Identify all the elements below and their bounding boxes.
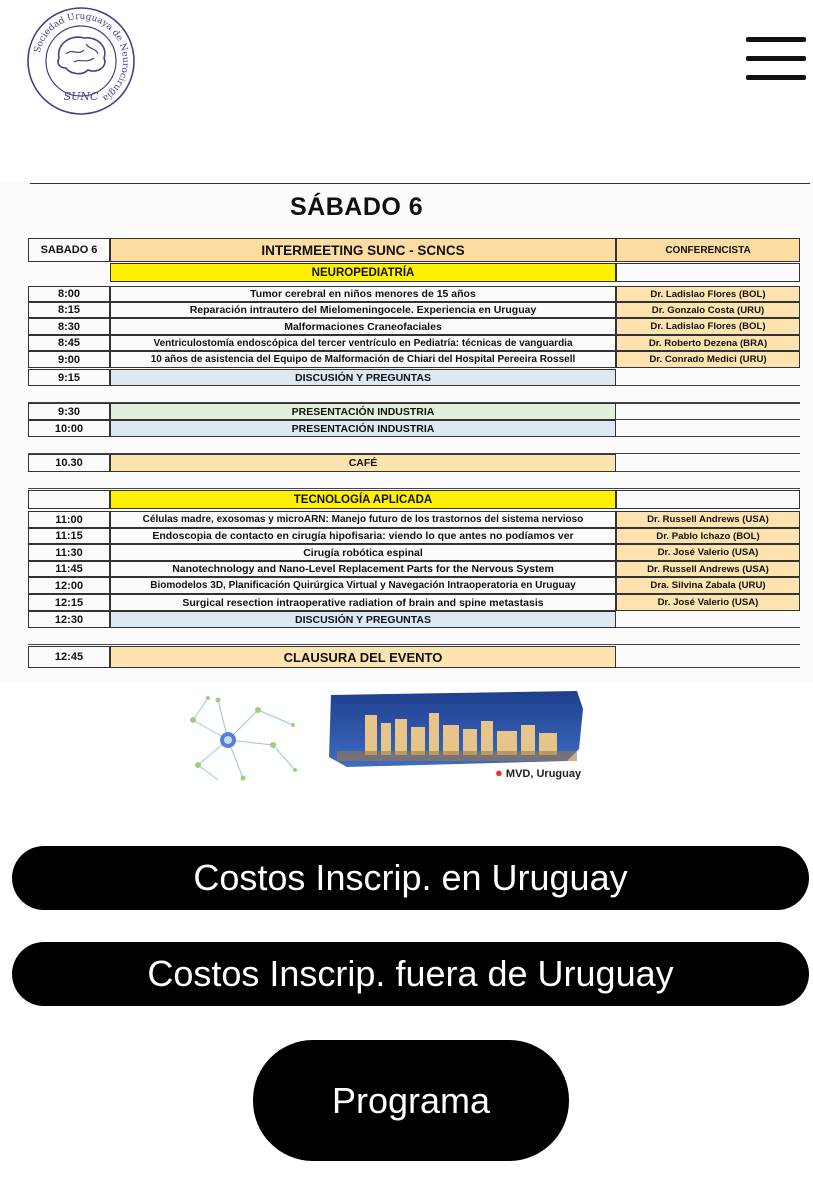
table-row	[28, 594, 800, 611]
row-speaker: Dr. Russell Andrews (USA)	[616, 511, 800, 528]
row-speaker: Dr. Ladislao Flores (BOL)	[616, 286, 800, 302]
table-row	[28, 511, 800, 528]
header-event: INTERMEETING SUNC - SCNCS	[110, 238, 616, 262]
row-speaker: Dra. Silvina Zabala (URU)	[616, 577, 800, 594]
table-row	[28, 351, 800, 368]
row-speaker: Dr. Gonzalo Costa (URU)	[616, 302, 800, 318]
row-title: DISCUSIÓN Y PREGUNTAS	[110, 369, 616, 386]
table-row	[28, 611, 800, 628]
row-time: 9:30	[28, 403, 110, 420]
section-neuropediatria-row	[28, 263, 800, 282]
schedule-header-row	[28, 238, 800, 262]
row-time: 8:30	[28, 318, 110, 335]
row-time: 8:00	[28, 286, 110, 302]
row-title: PRESENTACIÓN INDUSTRIA	[110, 420, 616, 437]
map-pin-icon: ●	[495, 765, 503, 780]
row-title: Cirugía robótica espinal	[110, 544, 616, 561]
section-tecnologia-row	[28, 490, 800, 509]
row-title: Células madre, exosomas y microARN: Manejo futuro de los trastornos del sistema nervioso	[110, 511, 616, 528]
hamburger-menu-icon[interactable]	[746, 34, 806, 84]
row-title: Surgical resection intraoperative radiation of brain and spine metastasis	[110, 594, 616, 611]
row-title: CAFÉ	[110, 454, 616, 472]
row-title: Nanotechnology and Nano-Level Replacement Parts for the Nervous System	[110, 561, 616, 577]
table-row	[28, 454, 800, 472]
table-row	[28, 646, 800, 668]
row-speaker: Dr. Russell Andrews (USA)	[616, 561, 800, 577]
location-text: MVD, Uruguay	[505, 768, 582, 780]
row-time: 11:00	[28, 511, 110, 528]
row-speaker: Dr. Roberto Dezena (BRA)	[616, 335, 800, 351]
row-title: Endoscopia de contacto en cirugía hipofisaria: viendo lo que antes no podíamos ver	[110, 528, 616, 544]
table-row	[28, 544, 800, 561]
row-time: 12:30	[28, 611, 110, 628]
section-tecnologia: TECNOLOGÍA APLICADA	[110, 490, 616, 509]
costs-abroad-button[interactable]: Costos Inscrip. fuera de Uruguay	[12, 942, 809, 1006]
table-row	[28, 318, 800, 335]
table-row	[28, 528, 800, 544]
location-label	[495, 765, 581, 780]
header-speaker: CONFERENCISTA	[616, 238, 800, 262]
row-time: 8:45	[28, 335, 110, 351]
neuron-network-illustration	[183, 690, 303, 785]
row-time: 12:15	[28, 594, 110, 611]
row-title: Malformaciones Craneofaciales	[110, 318, 616, 335]
row-time: 10.30	[28, 454, 110, 472]
schedule-image	[0, 183, 813, 683]
row-time: 9:00	[28, 351, 110, 368]
section-neuropediatria: NEUROPEDIATRÍA	[110, 263, 616, 282]
row-speaker: Dr. Conrado Medici (URU)	[616, 351, 800, 368]
row-time: 10:00	[28, 420, 110, 437]
row-title: CLAUSURA DEL EVENTO	[110, 646, 616, 668]
header-day: SABADO 6	[28, 238, 110, 262]
costs-uruguay-button[interactable]: Costos Inscrip. en Uruguay	[12, 846, 809, 910]
row-speaker: Dr. José Valerio (USA)	[616, 544, 800, 561]
table-row	[28, 561, 800, 577]
program-button[interactable]: Programa	[253, 1040, 569, 1161]
row-title: Biomodelos 3D, Planificación Quirúrgica Virtual y Navegación Intraoperatoria en Uruguay	[110, 577, 616, 594]
row-time: 11:30	[28, 544, 110, 561]
row-speaker: Dr. José Valerio (USA)	[616, 594, 800, 611]
sunc-logo[interactable]	[26, 6, 136, 116]
row-time: 11:45	[28, 561, 110, 577]
table-row	[28, 420, 800, 437]
table-row	[28, 335, 800, 351]
schedule-day-title: SÁBADO 6	[290, 193, 424, 221]
row-title: PRESENTACIÓN INDUSTRIA	[110, 403, 616, 420]
row-speaker: Dr. Ladislao Flores (BOL)	[616, 318, 800, 335]
row-title: Reparación intrautero del Mielomeningocele. Experiencia en Uruguay	[110, 302, 616, 318]
row-title: Ventriculostomía endoscópica del tercer ventrículo en Pediatría: técnicas de vanguardia	[110, 335, 616, 351]
row-time: 12:00	[28, 577, 110, 594]
row-title: Tumor cerebral en niños menores de 15 años	[110, 286, 616, 302]
row-time: 12:45	[28, 646, 110, 668]
table-row	[28, 302, 800, 318]
row-time: 9:15	[28, 369, 110, 386]
logo-acronym: SUNC	[63, 90, 99, 103]
row-speaker: Dr. Pablo Ichazo (BOL)	[616, 528, 800, 544]
table-row	[28, 403, 800, 420]
row-time: 8:15	[28, 302, 110, 318]
row-title: DISCUSIÓN Y PREGUNTAS	[110, 611, 616, 628]
row-title: 10 años de asistencia del Equipo de Malformación de Chiari del Hospital Pereeira Rossell	[110, 351, 616, 368]
logo-ring-text: Sociedad Uruguaya de Neurocirugía	[32, 11, 131, 104]
row-time: 11:15	[28, 528, 110, 544]
table-row	[28, 577, 800, 594]
table-row	[28, 286, 800, 302]
table-row	[28, 369, 800, 386]
